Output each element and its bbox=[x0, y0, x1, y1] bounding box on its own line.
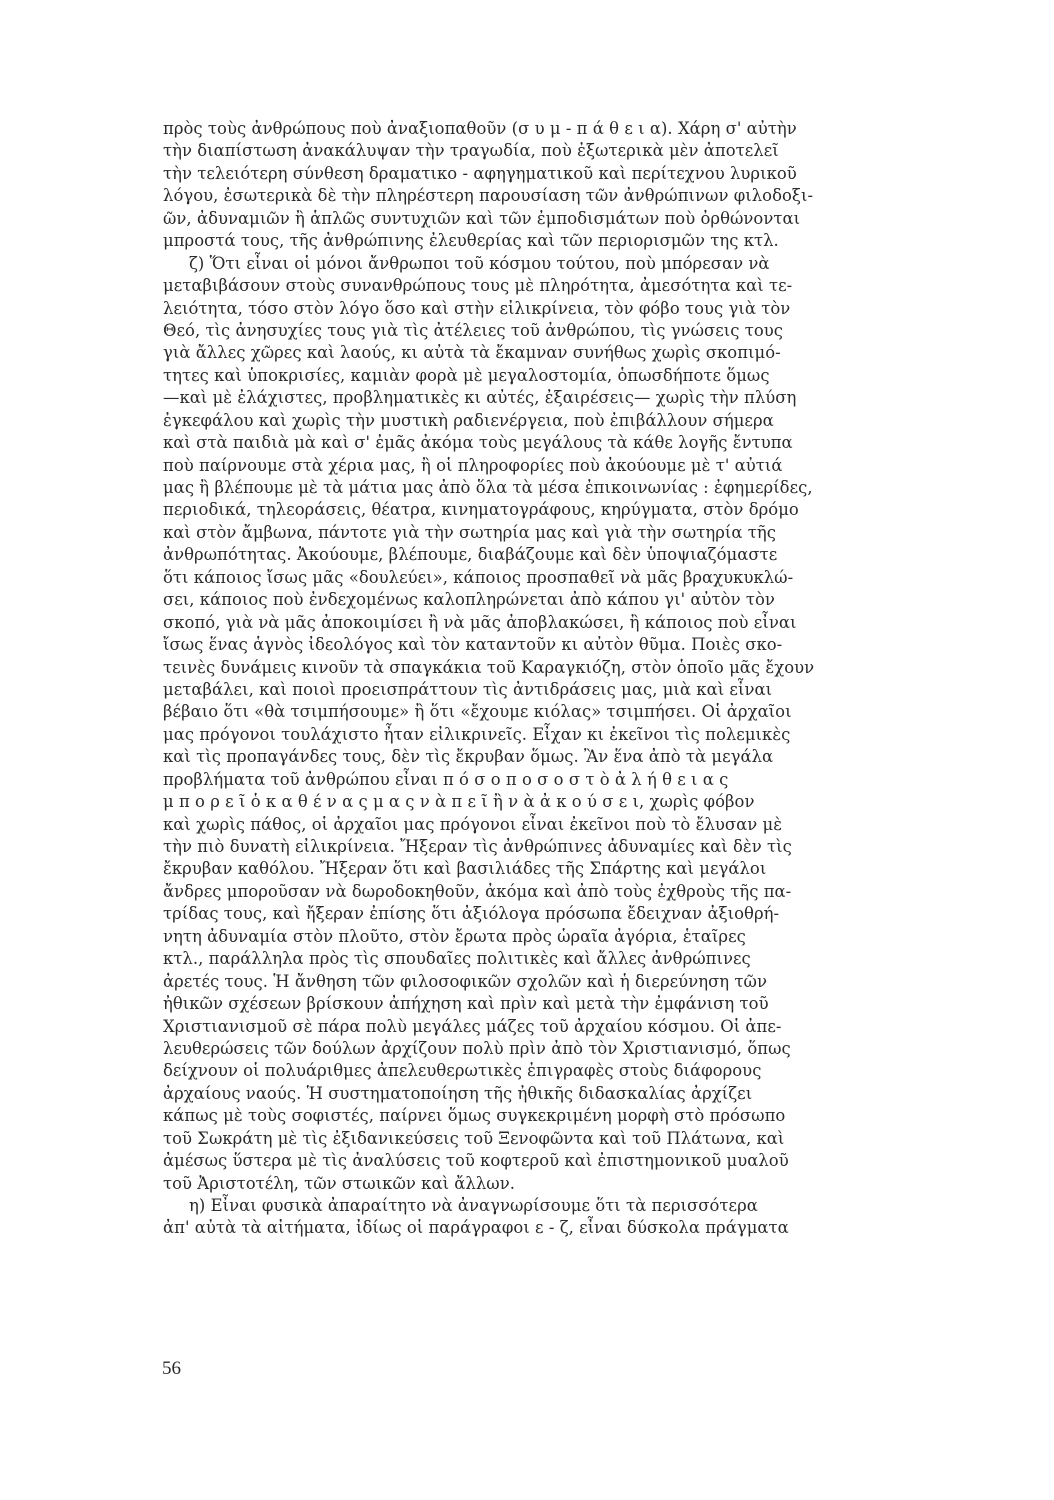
text-line: ἐγκεφάλου καὶ χωρὶς τὴν μυστικὴ ραδιενέργεια, ποὺ ἐπιβάλλουν σήμερα bbox=[163, 410, 774, 430]
text-line: λόγου, ἐσωτερικὰ δὲ τὴν πληρέστερη παρουσίαση τῶν ἀνθρώπινων φιλοδοξι- bbox=[163, 186, 814, 206]
paragraph-eta-start: η) Εἶναι φυσικὰ ἀπαραίτητο νὰ ἀναγνωρίσουμε ὅτι τὰ περισσότερα bbox=[189, 1196, 758, 1215]
text-line: ἔκρυβαν καθόλου. Ἤξεραν ὅτι καὶ βασιλιάδες τῆς Σπάρτης καὶ μεγάλοι bbox=[163, 859, 767, 879]
text-line: ἠθικῶν σχέσεων βρίσκουν ἀπήχηση καὶ πρὶν καὶ μετὰ τὴν ἐμφάνιση τοῦ bbox=[163, 994, 769, 1014]
text-line: σει, κάποιος ποὺ ἐνδεχομένως καλοπληρώνεται ἀπὸ κάπου γι' αὐτὸν τὸν bbox=[163, 590, 775, 610]
text-line: μεταβάλει, καὶ ποιοὶ προεισπράττουν τὶς ἀντιδράσεις μας, μιὰ καὶ εἶναι bbox=[163, 679, 773, 699]
text-line: ῶν, ἀδυναμιῶν ἢ ἁπλῶς συντυχιῶν καὶ τῶν ἐμποδισμάτων ποὺ ὀρθώνονται bbox=[163, 208, 801, 228]
text-line: τὴν τελειότερη σύνθεση δραματικο - αφηγηματικοῦ καὶ περίτεχνου λυρικοῦ bbox=[163, 163, 797, 183]
text-line: δείχνουν οἱ πολυάριθμες ἀπελευθερωτικὲς ἐπιγραφὲς στοὺς διάφορους bbox=[163, 1061, 762, 1081]
text-line: νητη ἀδυναμία στὸν πλοῦτο, στὸν ἔρωτα πρὸς ὡραῖα ἀγόρια, ἑταῖρες bbox=[163, 926, 746, 946]
text-line: τητες καὶ ὑποκρισίες, καμιὰν φορὰ μὲ μεγαλοστομία, ὁπωσδήποτε ὅμως bbox=[163, 365, 770, 385]
text-line: κτλ., παράλληλα πρὸς τὶς σπουδαῖες πολιτικὲς καὶ ἄλλες ἀνθρώπινες bbox=[163, 949, 751, 969]
text-line: μας ἢ βλέπουμε μὲ τὰ μάτια μας ἀπὸ ὅλα τὰ μέσα ἐπικοινωνίας : ἐφημερίδες, bbox=[163, 478, 813, 497]
text-line: γιὰ ἄλλες χῶρες καὶ λαούς, κι αὐτὰ τὰ ἔκαμναν συνήθως χωρὶς σκοπιμό- bbox=[163, 343, 781, 363]
text-line: καὶ στὰ παιδιὰ μὰ καὶ σ' ἐμᾶς ἀκόμα τοὺς μεγάλους τὰ κάθε λογῆς ἔντυπα bbox=[163, 433, 793, 453]
text-line: ἀρετές τους. Ἡ ἄνθηση τῶν φιλοσοφικῶν σχολῶν καὶ ἡ διερεύνηση τῶν bbox=[163, 971, 767, 991]
page-number: 56 bbox=[162, 1358, 181, 1379]
text-line: καὶ τὶς προπαγάνδες τους, δὲν τὶς ἔκρυβαν ὅμως. Ἂν ἕνα ἀπὸ τὰ μεγάλα bbox=[163, 747, 774, 767]
text-line: τοῦ Ἀριστοτέλη, τῶν στωικῶν καὶ ἄλλων. bbox=[163, 1173, 515, 1193]
text-line: μεταβιβάσουν στοὺς συνανθρώπους τους μὲ πληρότητα, ἀμεσότητα καὶ τε- bbox=[163, 276, 793, 296]
text-line: τὴν διαπίστωση ἀνακάλυψαν τὴν τραγωδία, ποὺ ἐξωτερικὰ μὲν ἀποτελεῖ bbox=[163, 141, 779, 161]
text-line: περιοδικά, τηλεοράσεις, θέατρα, κινηματογράφους, κηρύγματα, στὸν δρόμο bbox=[163, 500, 799, 520]
text-line: —καὶ μὲ ἐλάχιστες, προβληματικὲς κι αὐτές, ἐξαιρέσεις— χωρὶς τὴν πλύση bbox=[163, 388, 797, 408]
text-line: τεινὲς δυνάμεις κινοῦν τὰ σπαγκάκια τοῦ Καραγκιόζη, στὸν ὁποῖο μᾶς ἔχουν bbox=[163, 657, 815, 677]
text-line: μας πρόγονοι τουλάχιστο ἦταν εἰλικρινεῖς. Εἶχαν κι ἐκεῖνοι τὶς πολεμικὲς bbox=[163, 724, 791, 744]
text-line: ἀρχαίους ναούς. Ἡ συστηματοποίηση τῆς ἠθικῆς διδασκαλίας ἀρχίζει bbox=[163, 1083, 753, 1103]
text-line: κάπως μὲ τοὺς σοφιστές, παίρνει ὅμως συγκεκριμένη μορφὴ στὸ πρόσωπο bbox=[163, 1106, 786, 1126]
text-line: τοῦ Σωκράτη μὲ τὶς ἐξιδανικεύσεις τοῦ Ξενοφῶντα καὶ τοῦ Πλάτωνα, καὶ bbox=[163, 1128, 785, 1148]
text-line: ἄνδρες μποροῦσαν νὰ δωροδοκηθοῦν, ἀκόμα καὶ ἀπὸ τοὺς ἐχθροὺς τῆς πα- bbox=[163, 881, 792, 901]
text-line: καὶ στὸν ἄμβωνα, πάντοτε γιὰ τὴν σωτηρία μας καὶ γιὰ τὴν σωτηρία τῆς bbox=[163, 522, 776, 542]
text-line: λευθερώσεις τῶν δούλων ἀρχίζουν πολὺ πρὶν ἀπὸ τὸν Χριστιανισμό, ὅπως bbox=[163, 1038, 791, 1058]
text-line: μπροστά τους, τῆς ἀνθρώπινης ἐλευθερίας καὶ τῶν περιορισμῶν της κτλ. bbox=[163, 231, 779, 251]
text-line: προβλήματα τοῦ ἀνθρώπου εἶναι π ό σ ο π ο σ ο σ τ ὸ ἀ λ ή θ ε ι α ς bbox=[163, 769, 729, 789]
text-line: μ π ο ρ ε ῖ ὁ κ α θ έ ν α ς μ α ς ν ὰ π ε ῖ ἢ ν ὰ ἀ κ ο ύ σ ε ι, χωρὶς φόβον bbox=[163, 792, 755, 812]
text-line: πρὸς τοὺς ἀνθρώπους ποὺ ἀναξιοπαθοῦν (σ υ μ - π ά θ ε ι α). Χάρη σ' αὐτὴν bbox=[163, 119, 797, 138]
text-line: λειότητα, τόσο στὸν λόγο ὅσο καὶ στὴν εἰλικρίνεια, τὸν φόβο τους γιὰ τὸν bbox=[163, 298, 791, 318]
text-line: ἀμέσως ὕστερα μὲ τὶς ἀναλύσεις τοῦ κοφτεροῦ καὶ ἐπιστημονικοῦ μυαλοῦ bbox=[163, 1151, 789, 1171]
text-line: ἀπ' αὐτὰ τὰ αἰτήματα, ἰδίως οἱ παράγραφοι ε - ζ, εἶναι δύσκολα πράγματα bbox=[163, 1218, 789, 1238]
text-line: Χριστιανισμοῦ σὲ πάρα πολὺ μεγάλες μάζες τοῦ ἀρχαίου κόσμου. Οἱ ἀπε- bbox=[163, 1016, 782, 1036]
text-line: σκοπό, γιὰ νὰ μᾶς ἀποκοιμίσει ἢ νὰ μᾶς ἀποβλακώσει, ἢ κάποιος ποὺ εἶναι bbox=[163, 612, 797, 632]
text-line: βέβαιο ὅτι «θὰ τσιμπήσουμε» ἢ ὅτι «ἔχουμε κιόλας» τσιμπήσει. Οἱ ἀρχαῖοι bbox=[163, 702, 792, 722]
text-line: Θεό, τὶς ἀνησυχίες τους γιὰ τὶς ἀτέλειες τοῦ ἀνθρώπου, τὶς γνώσεις τους bbox=[163, 320, 784, 340]
text-line: καὶ χωρὶς πάθος, οἱ ἀρχαῖοι μας πρόγονοι εἶναι ἐκεῖνοι ποὺ τὸ ἔλυσαν μὲ bbox=[163, 814, 783, 834]
text-line: τὴν πιὸ δυνατὴ εἰλικρίνεια. Ἤξεραν τὶς ἀνθρώπινες ἀδυναμίες καὶ δὲν τὶς bbox=[163, 837, 792, 856]
body-text bbox=[163, 118, 909, 1240]
text-line: ἴσως ἕνας ἁγνὸς ἰδεολόγος καὶ τὸν καταντοῦν κι αὐτὸν θῦμα. Ποιὲς σκο- bbox=[163, 635, 783, 655]
text-line: τρίδας τους, καὶ ἤξεραν ἐπίσης ὅτι ἀξιόλογα πρόσωπα ἔδειχναν ἀξιοθρή- bbox=[163, 904, 780, 924]
paragraph-zeta-start: ζ) Ὅτι εἶναι οἱ μόνοι ἄνθρωποι τοῦ κόσμου τούτου, ποὺ μπόρεσαν νὰ bbox=[189, 253, 770, 273]
text-line: ἀνθρωπότητας. Ἀκούουμε, βλέπουμε, διαβάζουμε καὶ δὲν ὑποψιαζόμαστε bbox=[163, 545, 778, 565]
text-line: ποὺ παίρνουμε στὰ χέρια μας, ἢ οἱ πληροφορίες ποὺ ἀκούουμε μὲ τ' αὐτιά bbox=[163, 455, 783, 475]
text-line: ὅτι κάποιος ἴσως μᾶς «δουλεύει», κάποιος προσπαθεῖ νὰ μᾶς βραχυκυκλώ- bbox=[163, 567, 794, 587]
